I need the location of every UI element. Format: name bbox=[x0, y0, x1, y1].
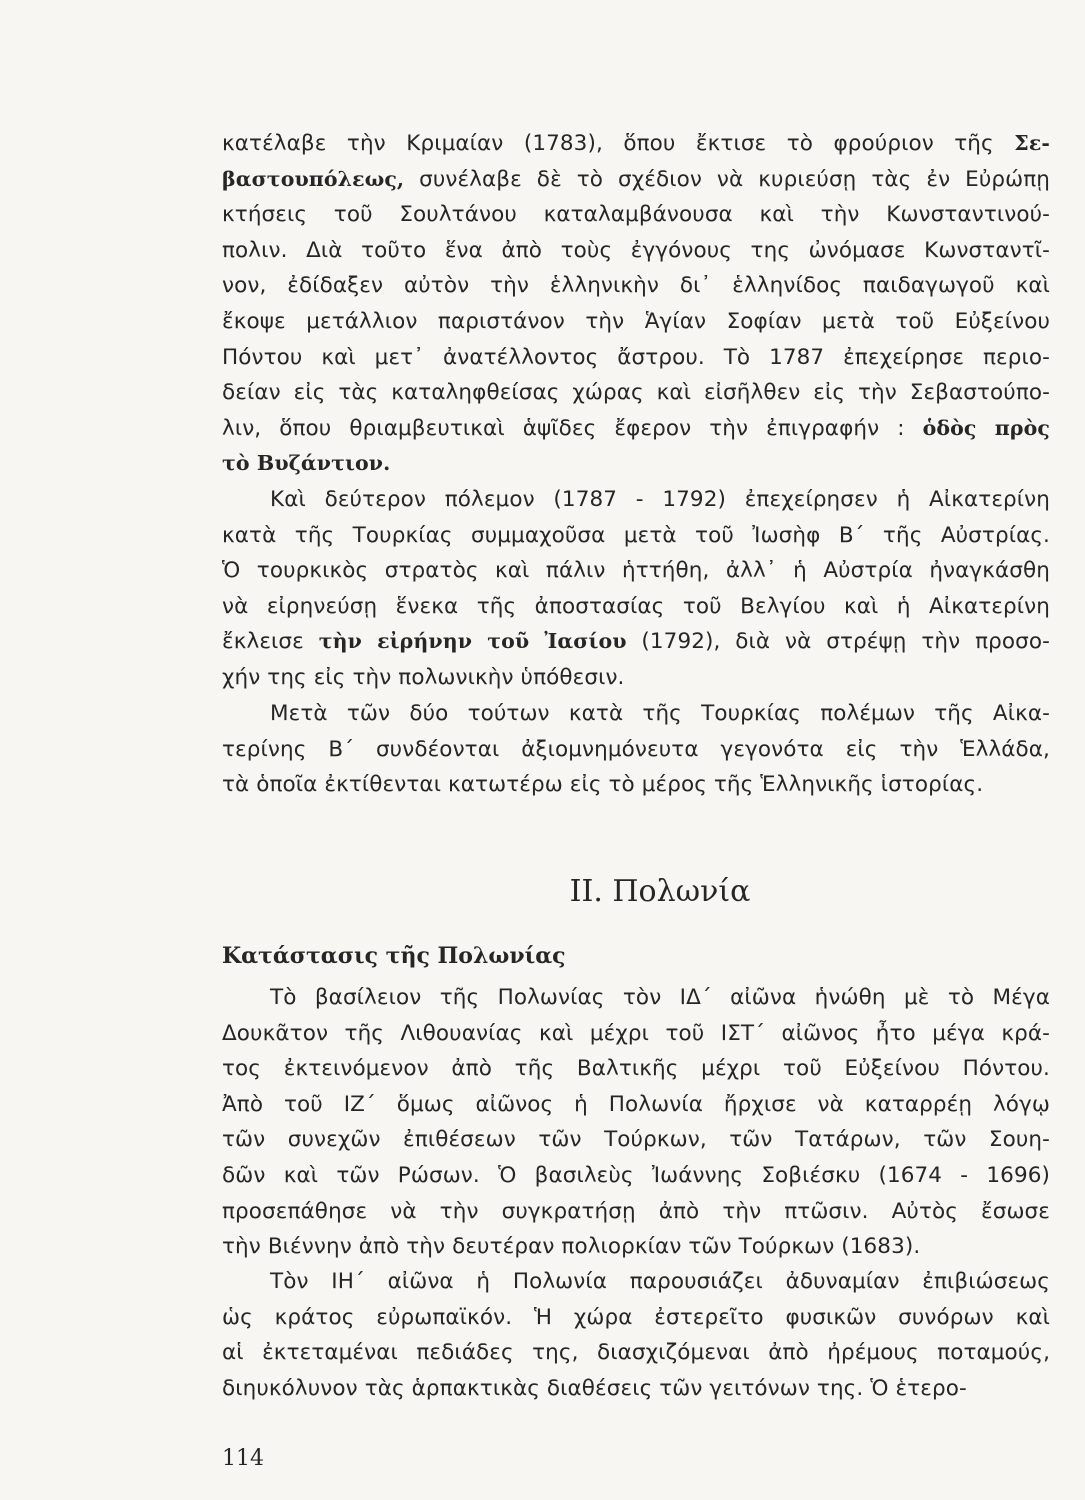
text-run: πολιν. Διὰ τοῦτο ἕνα ἀπὸ τοὺς ἐγγόνους της ὠνόμασε Κωνσταντῖ- bbox=[222, 237, 1050, 263]
text-line bbox=[222, 553, 1050, 589]
text-line bbox=[222, 304, 1050, 340]
text-run: Τὸ βασίλειον τῆς Πολωνίας τὸν ΙΔ΄ αἰῶνα ἡνώθη μὲ τὸ Μέγα bbox=[270, 985, 1050, 1010]
text-line bbox=[222, 1051, 1050, 1087]
text-run: Καὶ δεύτερον πόλεμον (1787 - 1792) ἐπεχείρησεν ἡ Αἰκατερίνη bbox=[270, 487, 1050, 512]
text-line bbox=[222, 1264, 1050, 1300]
text-line bbox=[222, 660, 1050, 696]
text-line bbox=[222, 624, 1050, 660]
text-run: ἔκοψε μετάλλιον παριστάνον τὴν Ἁγίαν Σοφίαν μετὰ τοῦ Εὐξείνου bbox=[222, 308, 1050, 334]
text-run: τὴν Βιέννην ἀπὸ τὴν δευτέραν πολιορκίαν τῶν Τούρκων (1683). bbox=[222, 1234, 921, 1260]
text-run: κατέλαβε τὴν Κριμαίαν (1783), ὅπου ἔκτισε τὸ φρούριον τῆς bbox=[222, 131, 1015, 156]
text-run: αἱ ἐκτεταμέναι πεδιάδες της, διασχιζόμεναι ἀπὸ ἠρέμους ποταμούς, bbox=[222, 1340, 1050, 1366]
text-line bbox=[222, 233, 1050, 269]
text-line bbox=[222, 696, 1050, 732]
text-run: τῶν συνεχῶν ἐπιθέσεων τῶν Τούρκων, τῶν Τατάρων, τῶν Σουη- bbox=[222, 1127, 1050, 1153]
section-heading: ΙΙ. Πολωνία bbox=[569, 874, 751, 909]
text-line bbox=[222, 340, 1050, 376]
text-run: νὰ εἰρηνεύσῃ ἕνεκα τῆς ἀποστασίας τοῦ Βελγίου καὶ ἡ Αἰκατερίνη bbox=[222, 593, 1050, 619]
text-line bbox=[222, 1300, 1050, 1336]
text-line bbox=[222, 1335, 1050, 1371]
bold-run: Σε- bbox=[1014, 131, 1050, 155]
text-line bbox=[222, 162, 1050, 198]
text-run: Ἀπὸ τοῦ ΙΖ΄ ὅμως αἰῶνος ἡ Πολωνία ἤρχισε νὰ καταρρέῃ λόγῳ bbox=[222, 1091, 1050, 1117]
text-run: ὡς κράτος εὐρωπαϊκόν. Ἡ χώρα ἐστερεῖτο φυσικῶν συνόρων καὶ bbox=[222, 1304, 1050, 1330]
text-line bbox=[222, 411, 1050, 447]
text-line bbox=[222, 1371, 1050, 1407]
text-run: Πόντου καὶ μετ᾿ ἀνατέλλοντος ἄστρου. Τὸ 1787 ἐπεχείρησε περιο- bbox=[222, 344, 1050, 370]
text-line bbox=[222, 126, 1050, 162]
text-line bbox=[222, 1194, 1050, 1230]
bold-run: τὴν εἰρήνην τοῦ Ἰασίου bbox=[318, 629, 627, 654]
text-run: χήν της εἰς τὴν πολωνικὴν ὑπόθεσιν. bbox=[222, 664, 625, 690]
text-run: Δουκᾶτον τῆς Λιθουανίας καὶ μέχρι τοῦ ΙΣΤ΄ αἰῶνος ἦτο μέγα κρά- bbox=[222, 1020, 1050, 1046]
text-run: ἔκλεισε bbox=[222, 629, 319, 655]
text-run: Ὁ τουρκικὸς στρατὸς καὶ πάλιν ἡττήθη, ἀλλ᾿ ἡ Αὐστρία ἠναγκάσθη bbox=[222, 558, 1050, 584]
text-line bbox=[222, 268, 1050, 304]
text-line bbox=[222, 1087, 1050, 1123]
text-run: νον, ἐδίδαξεν αὐτὸν τὴν ἑλληνικὴν δι᾿ ἑλληνίδος παιδαγωγοῦ καὶ bbox=[222, 273, 1050, 299]
bold-run: τὸ Βυζάντιον. bbox=[222, 451, 391, 476]
paragraph-consequences bbox=[222, 696, 1050, 803]
text-line bbox=[222, 767, 1050, 803]
text-line bbox=[222, 732, 1050, 768]
text-line bbox=[222, 375, 1050, 411]
text-run: (1792), διὰ νὰ στρέψῃ τὴν προσο- bbox=[626, 629, 1050, 655]
text-line bbox=[222, 197, 1050, 233]
text-line bbox=[222, 980, 1050, 1016]
text-run: τος ἐκτεινόμενον ἀπὸ τῆς Βαλτικῆς μέχρι τοῦ Εὐξείνου Πόντου. bbox=[222, 1056, 1050, 1082]
page-number: 114 bbox=[222, 1446, 264, 1471]
text-line bbox=[222, 518, 1050, 554]
subheading: Κατάστασις τῆς Πολωνίας bbox=[222, 943, 566, 969]
bold-run: ὁδὸς πρὸς bbox=[922, 415, 1050, 440]
text-run: δείαν εἰς τὰς καταληφθείσας χώρας καὶ εἰσῆλθεν εἰς τὴν Σεβαστούπο- bbox=[222, 380, 1050, 406]
text-line bbox=[222, 1016, 1050, 1052]
paragraph-catherine-crimea bbox=[222, 126, 1050, 482]
text-run: κατὰ τῆς Τουρκίας συμμαχοῦσα μετὰ τοῦ Ἰωσὴφ Β΄ τῆς Αὐστρίας. bbox=[222, 522, 1050, 548]
paragraph-second-war bbox=[222, 482, 1050, 696]
text-run: Μετὰ τῶν δύο τούτων κατὰ τῆς Τουρκίας πολέμων τῆς Αἰκα- bbox=[270, 701, 1050, 726]
text-run: δῶν καὶ τῶν Ρώσων. Ὁ βασιλεὺς Ἰωάννης Σοβιέσκυ (1674 - 1696) bbox=[222, 1162, 1050, 1188]
text-line bbox=[222, 1158, 1050, 1194]
text-line bbox=[222, 482, 1050, 518]
text-line bbox=[222, 1122, 1050, 1158]
paragraph-poland-kingdom bbox=[222, 980, 1050, 1265]
text-line bbox=[222, 589, 1050, 625]
text-run: Τὸν ΙΗ΄ αἰῶνα ἡ Πολωνία παρουσιάζει ἀδυναμίαν ἐπιβιώσεως bbox=[270, 1269, 1050, 1294]
text-run: συνέλαβε δὲ τὸ σχέδιον νὰ κυριεύσῃ τὰς ἐν Εὐρώπῃ bbox=[404, 166, 1050, 192]
text-line bbox=[222, 1229, 1050, 1265]
bold-run: βαστουπόλεως, bbox=[222, 166, 405, 191]
text-run: τερίνης Β΄ συνδέονται ἀξιομνημόνευτα γεγονότα εἰς τὴν Ἑλλάδα, bbox=[222, 736, 1050, 762]
text-run: τὰ ὁποῖα ἐκτίθενται κατωτέρω εἰς τὸ μέρος τῆς Ἑλληνικῆς ἱστορίας. bbox=[222, 772, 984, 798]
text-run: λιν, ὅπου θριαμβευτικαὶ ἁψῖδες ἔφερον τὴν ἐπιγραφήν : bbox=[222, 415, 923, 441]
text-run: προσεπάθησε νὰ τὴν συγκρατήσῃ ἀπὸ τὴν πτῶσιν. Αὐτὸς ἔσωσε bbox=[222, 1198, 1050, 1224]
text-run: κτήσεις τοῦ Σουλτάνου καταλαμβάνουσα καὶ τὴν Κωνσταντινού- bbox=[222, 202, 1050, 228]
text-run: διηυκόλυνον τὰς ἁρπακτικὰς διαθέσεις τῶν γειτόνων της. Ὁ ἑτερο- bbox=[222, 1375, 967, 1401]
text-line bbox=[222, 446, 1050, 482]
paragraph-poland-weakness bbox=[222, 1264, 1050, 1406]
